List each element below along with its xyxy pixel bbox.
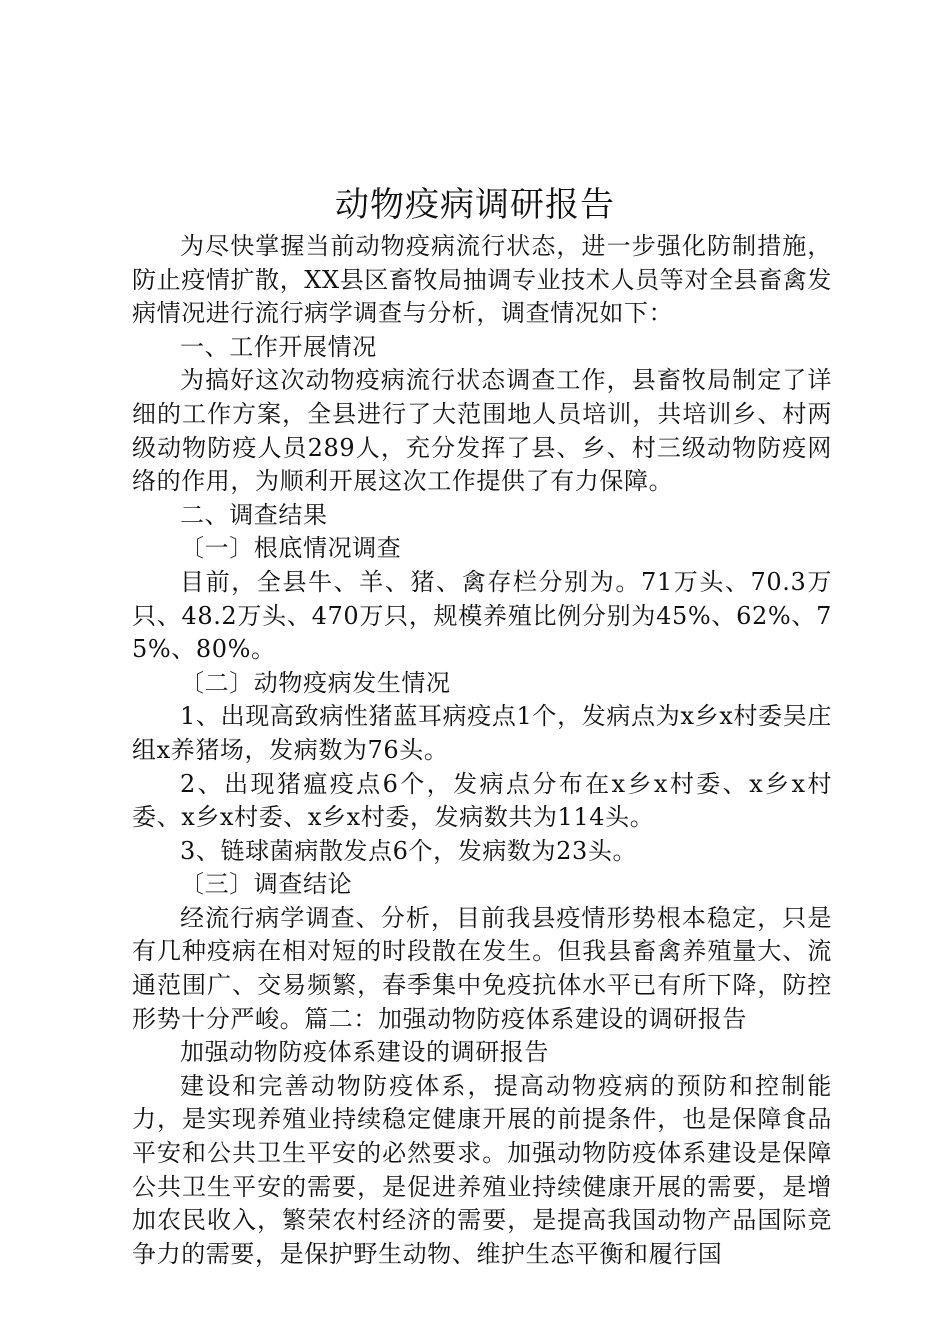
article-two-title: 加强动物防疫体系建设的调研报告 [180, 1038, 549, 1067]
paragraph-basic: 目前，全县牛、羊、猪、禽存栏分别为。71万头、70.3万只、48.2万头、470万只，规模养殖比例分别为45%、62%、75%、80%。 [132, 567, 832, 664]
subsection-heading-conclusion: 〔三〕调查结论 [180, 870, 353, 899]
document-body [132, 230, 832, 1271]
list-item: 1、出现高致病性猪蓝耳病疫点1个，发病点为x乡x村委吴庄组x养猪场，发病数为76头。 [132, 702, 832, 764]
list-item: 2、出现猪瘟疫点6个，发病点分布在x乡x村委、x乡x村委、x乡x村委、x乡x村委，发病数共为114头。 [132, 769, 832, 832]
list-item: 3、链球菌病散发点6个，发病数为23头。 [180, 836, 638, 865]
paragraph-intro: 为尽快掌握当前动物疫病流行状态，进一步强化防制措施，防止疫情扩散，XX县区畜牧局抽调专业技术人员等对全县畜禽发病情况进行流行病学调查与分析，调查情况如下： [132, 232, 832, 328]
section-heading-results: 二、调查结果 [180, 500, 328, 529]
paragraph-article-two: 建设和完善动物防疫体系，提高动物疫病的预防和控制能力，是实现养殖业持续稳定健康开展的前提条件，也是保障食品平安和公共卫生平安的必然要求。加强动物防疫体系建设是保障公共卫生平安的需要，是促进养殖业持续健康开展的需要，是增加农民收入，繁荣农村经济的需要，是提高我国动物产品国际竞争力的需要，是保护野生动物、维护生态平衡和履行国 [132, 1071, 832, 1268]
paragraph-conclusion: 经流行病学调查、分析，目前我县疫情形势根本稳定，只是有几种疫病在相对短的时段散在发生。但我县畜禽养殖量大、流通范围广、交易频繁，春季集中免疫抗体水平已有所下降，防控形势十分严峻。篇二：加强动物防疫体系建设的调研报告 [132, 903, 832, 1033]
paragraph-work: 为搞好这次动物疫病流行状态调查工作，县畜牧局制定了详细的工作方案，全县进行了大范围地人员培训，共培训乡、村两级动物防疫人员289人，充分发挥了县、乡、村三级动物防疫网络的作用，为顺利开展这次工作提供了有力保障。 [132, 366, 832, 496]
subsection-heading-outbreaks: 〔二〕动物疫病发生情况 [180, 668, 451, 697]
document-title: 动物疫病调研报告 [335, 185, 615, 225]
section-heading-work: 一、工作开展情况 [180, 332, 377, 361]
subsection-heading-basic: 〔一〕根底情况调查 [180, 534, 402, 563]
